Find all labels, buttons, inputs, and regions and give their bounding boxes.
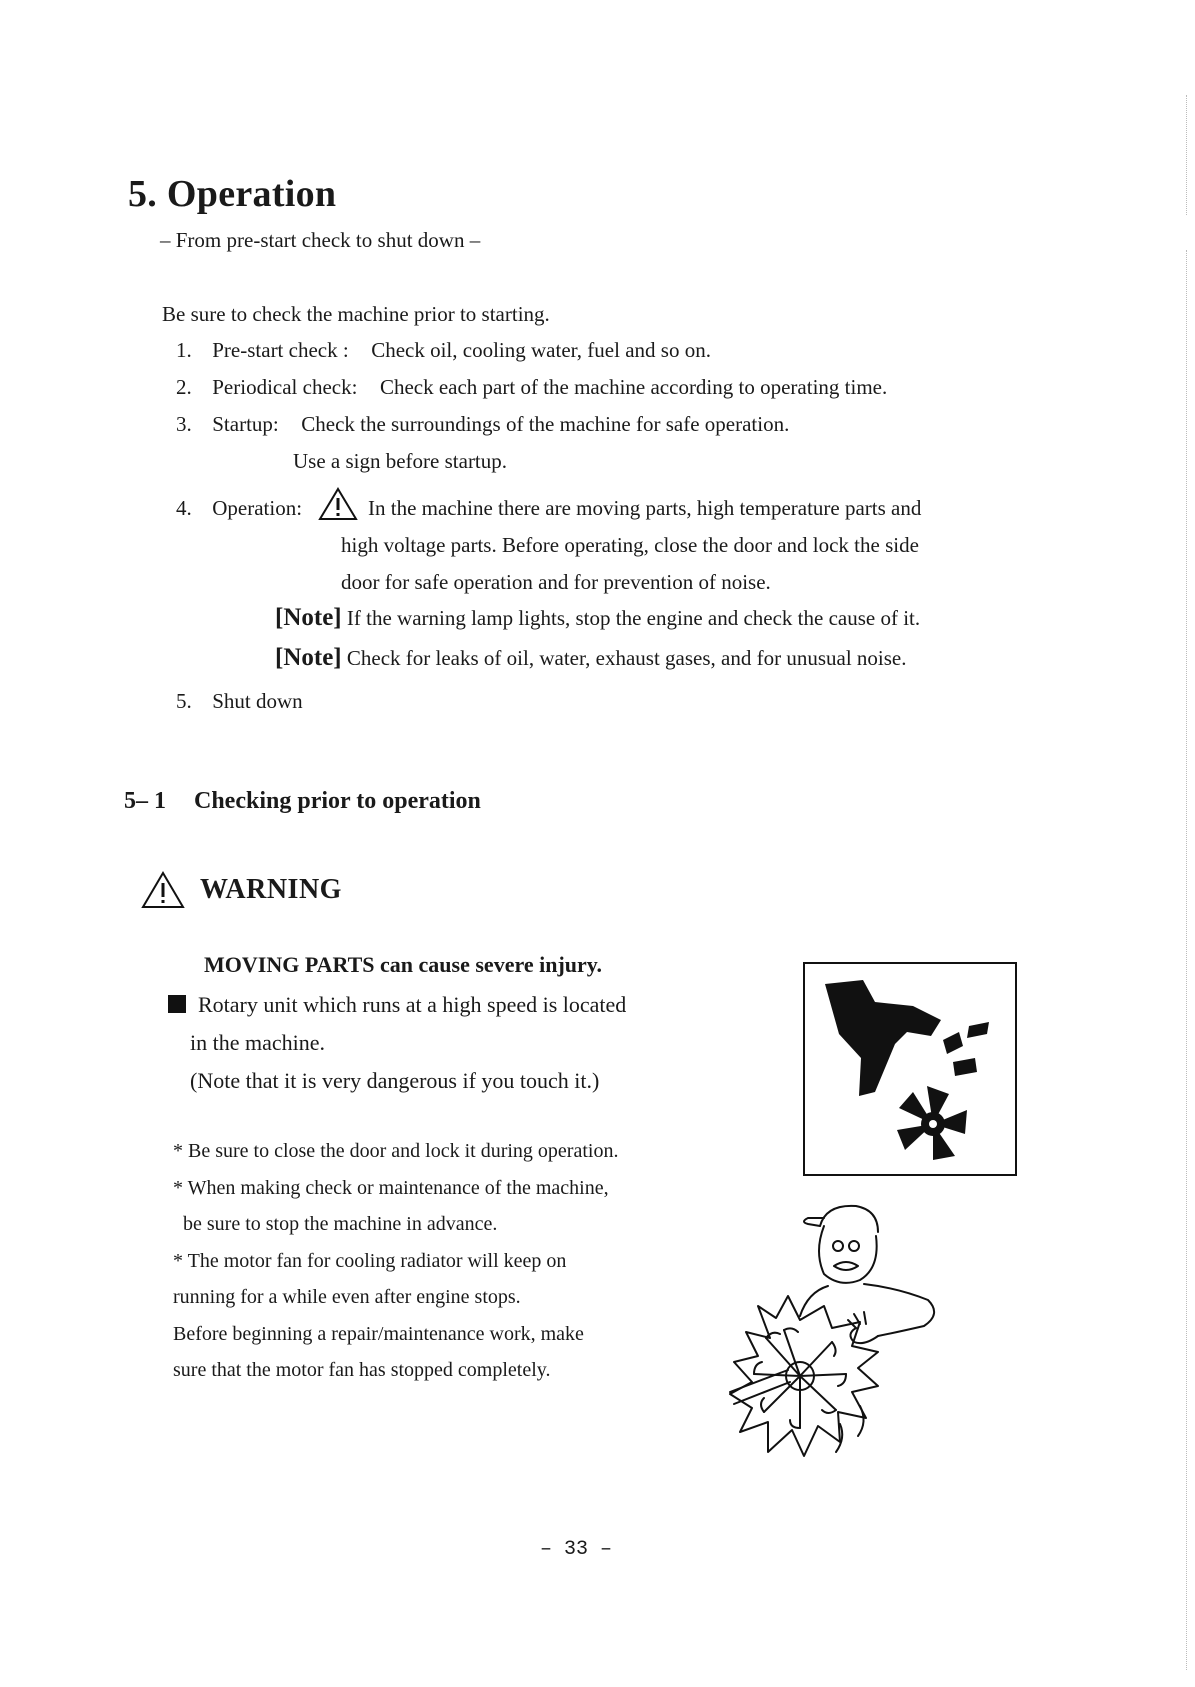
precaution-line: be sure to stop the machine in advance. [183, 1213, 498, 1235]
bullet-text: Rotary unit which runs at a high speed is located [198, 992, 627, 1017]
bullet-square-icon [168, 995, 186, 1013]
step-number: 4. [176, 496, 192, 520]
precaution-line: * The motor fan for cooling radiator will keep on [173, 1250, 567, 1272]
step-4-line-3: door for safe operation and for prevention of noise. [341, 570, 771, 594]
precaution-line: * Be sure to close the door and lock it during operation. [173, 1140, 619, 1162]
hazard-statement: MOVING PARTS can cause severe injury. [204, 952, 603, 977]
note-tag: [Note] [275, 644, 342, 671]
step-text: Check the surroundings of the machine for safe operation. [301, 412, 790, 436]
step-number: 5. [176, 689, 192, 713]
section-number: 5– 1 [124, 788, 166, 814]
note-text: Check for leaks of oil, water, exhaust gases, and for unusual noise. [346, 646, 907, 670]
section-title: Checking prior to operation [194, 788, 481, 814]
warning-title: WARNING [200, 874, 342, 905]
step-3 [176, 412, 789, 437]
precaution-line: Before beginning a repair/maintenance work, make [173, 1323, 584, 1345]
step-4-line-1: In the machine there are moving parts, high temperature parts and [368, 496, 922, 520]
note-2 [275, 644, 906, 672]
step-4-line-2: high voltage parts. Before operating, close the door and lock the side [341, 533, 919, 557]
step-label: Shut down [212, 689, 303, 713]
warning-triangle-icon [140, 870, 186, 910]
step-label: Operation: [212, 496, 303, 520]
step-3-continuation: Use a sign before startup. [293, 449, 508, 473]
note-1 [275, 604, 920, 632]
step-2 [176, 375, 887, 400]
intro-text: Be sure to check the machine prior to starting. [162, 302, 550, 326]
step-text: Check each part of the machine according to operating time. [379, 375, 888, 399]
precaution-line: * When making check or maintenance of the machine, [173, 1177, 609, 1199]
page-title: 5. Operation [128, 173, 337, 215]
bullet-line-1 [168, 992, 626, 1018]
step-label: Startup: [212, 412, 279, 436]
step-label: Pre-start check : [212, 338, 349, 362]
bullet-line-2: in the machine. [190, 1030, 326, 1055]
step-number: 3. [176, 412, 192, 436]
step-4 [176, 496, 302, 521]
step-label: Periodical check: [212, 375, 358, 399]
page-edge-mark [1186, 95, 1187, 215]
step-text: Check oil, cooling water, fuel and so on. [371, 338, 711, 362]
page-edge-mark [1186, 250, 1187, 1670]
step-number: 2. [176, 375, 192, 399]
note-text: If the warning lamp lights, stop the engine and check the cause of it. [346, 606, 921, 630]
step-number: 1. [176, 338, 192, 362]
precaution-line: sure that the motor fan has stopped completely. [173, 1359, 551, 1381]
step-5 [176, 689, 303, 714]
note-tag: [Note] [275, 604, 342, 631]
page-subtitle: – From pre-start check to shut down – [160, 228, 481, 252]
warning-triangle-icon [318, 486, 358, 522]
bullet-line-3: (Note that it is very dangerous if you touch it.) [190, 1068, 600, 1093]
rotating-fan-hand-hazard-icon [803, 962, 1017, 1176]
worker-fan-injury-illustration [728, 1196, 956, 1486]
section-heading [124, 788, 481, 815]
step-1 [176, 338, 711, 363]
precaution-line: running for a while even after engine stops. [173, 1286, 521, 1308]
page-number: – 33 – [540, 1538, 613, 1561]
